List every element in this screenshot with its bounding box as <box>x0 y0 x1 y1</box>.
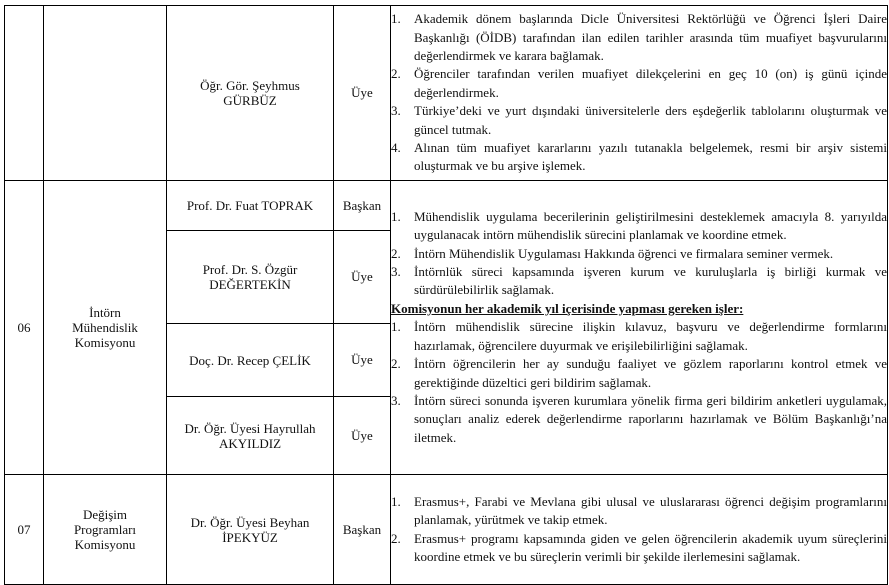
member-name: Doç. Dr. Recep ÇELİK <box>189 352 311 368</box>
list-item: 1. Erasmus+, Farabi ve Mevlana gibi ulusal ve uluslararası öğrenci değişim programlarını planlamak, yürütmek ve takip etmek. <box>391 493 887 528</box>
row-number-cell <box>5 6 44 181</box>
duty-text: Alınan tüm muafiyet kararlarını yazılı tutanakla belgelemek, resmi bir arşiv sistemi oluşturmak ve bu arşive işlemek. <box>414 140 887 174</box>
committee-name: Komisyonu <box>74 537 136 552</box>
member-name: DEĞERTEKİN <box>209 277 291 292</box>
member-role: Başkan <box>342 521 382 537</box>
duty-text: Öğrenciler tarafından verilen muafiyet dilekçelerini en geç 10 (on) iş günü içinde değerlendirmek. <box>414 66 887 100</box>
duty-list <box>391 10 887 176</box>
member-role-cell <box>334 475 391 585</box>
table-row <box>5 475 888 585</box>
list-item: 1. Mühendislik uygulama becerilerinin geliştirilmesini desteklemek amacıyla 8. yarıyılda uygulanacak intörn mühendislik sürecini planlamak ve koordine etmek. <box>391 208 887 243</box>
list-item: 3. Türkiye’deki ve yurt dışındaki üniversitelerle ders eşdeğerlik tablolarını oluşturmak ve güncel tutmak. <box>391 103 887 137</box>
duties-cell <box>391 181 888 475</box>
member-name-cell <box>167 397 334 475</box>
duty-text: İntörnlük süreci kapsamında işveren kurum ve kuruluşlarla iş birliği kurmak ve sürdürülebilirlik sağlamak. <box>414 264 887 298</box>
duty-text: Türkiye’deki ve yurt dışındaki üniversitelerle ders eşdeğerlik tablolarını oluşturmak ve güncel tutmak. <box>414 103 887 137</box>
member-name: AKYILDIZ <box>218 435 282 451</box>
member-name-cell <box>167 475 334 585</box>
list-item: 2. İntörn Mühendislik Uygulaması Hakkında öğrenci ve firmalara seminer vermek. <box>391 245 834 261</box>
member-name: Dr. Öğr. Üyesi Hayrullah <box>184 420 316 436</box>
member-role-cell <box>334 181 391 231</box>
committee-name: İntörn <box>89 305 121 320</box>
member-name: Öğr. Gör. Şeyhmus <box>200 78 300 93</box>
member-role-cell <box>334 231 391 324</box>
member-name: İPEKYÜZ <box>222 529 278 545</box>
duty-text: Akademik dönem başlarında Dicle Üniversitesi Rektörlüğü ve Öğrenci İşleri Daire Başkanlığı (ÖİDB) tarafından ilan edilen tarihler arasında tüm muafiyet başvurularını değerlendirmek ve karara bağlamak. <box>414 11 887 63</box>
list-item: 2. İntörn öğrencilerin her ay sunduğu faaliyet ve gözlem raporlarını kontrol etmek ve gerektiğinde düzeltici geri bildirim sağlamak. <box>391 356 887 390</box>
table-row <box>5 181 888 231</box>
list-item: 3. İntörnlük süreci kapsamında işveren kurum ve kuruluşlarla iş birliği kurmak ve sürdürülebilirlik sağlamak. <box>391 264 887 298</box>
committee-name: Mühendislik <box>72 320 138 335</box>
member-role-cell <box>334 324 391 397</box>
list-item: 3. İntörn süreci sonunda işveren kurumlara yönelik firma geri bildirim anketleri uygulamak, sonuçları analiz ederek değerlendirme raporlarını hazırlamak ve Bölüm Başkanlığı’na iletmek. <box>391 392 887 445</box>
member-name-cell <box>167 181 334 231</box>
member-role: Üye <box>351 352 373 367</box>
row-number-cell <box>5 475 44 585</box>
sub-heading: Komisyonun her akademik yıl içerisinde yapması gereken işler: <box>391 300 744 316</box>
row-number: 06 <box>17 319 31 335</box>
duty-list <box>391 493 887 567</box>
duty-text: Erasmus+, Farabi ve Mevlana gibi ulusal ve uluslararası öğrenci değişim programlarını planlamak, yürütmek ve takip etmek. <box>414 493 887 528</box>
duty-text: İntörn öğrencilerin her ay sunduğu faaliyet ve gözlem raporlarını kontrol etmek ve gerektiğinde düzeltici geri bildirim sağlamak. <box>414 356 887 390</box>
duties-cell <box>391 475 888 585</box>
committee-cell <box>44 6 167 181</box>
member-name: GÜRBÜZ <box>223 93 277 108</box>
list-item: 1. Akademik dönem başlarında Dicle Üniversitesi Rektörlüğü ve Öğrenci İşleri Daire Başkanlığı (ÖİDB) tarafından ilan edilen tarihler arasında tüm muafiyet başvurularını değerlendirmek ve karara bağlamak. <box>391 11 887 63</box>
member-role: Üye <box>351 85 373 100</box>
duty-list <box>391 208 887 300</box>
committee-name: Değişim <box>82 507 128 522</box>
duty-text: İntörn Mühendislik Uygulaması Hakkında öğrenci ve firmalara seminer vermek. <box>414 245 834 261</box>
list-item: 4. Alınan tüm muafiyet kararlarını yazılı tutanakla belgelemek, resmi bir arşiv sistemi oluşturmak ve bu arşive işlemek. <box>391 140 887 174</box>
table-row <box>5 6 888 181</box>
member-name-cell <box>167 231 334 324</box>
member-name: Prof. Dr. S. Özgür <box>202 262 298 277</box>
list-item: 1. İntörn mühendislik sürecine ilişkin kılavuz, başvuru ve değerlendirme formlarını hazırlamak, öğrencilere duyurmak ve erişilebilirliğini sağlamak. <box>391 319 887 353</box>
duty-text: İntörn mühendislik sürecine ilişkin kılavuz, başvuru ve değerlendirme formlarını hazırlamak, öğrencilere duyurmak ve erişilebilirliğini sağlamak. <box>414 319 887 353</box>
list-item: 2. Öğrenciler tarafından verilen muafiyet dilekçelerini en geç 10 (on) iş günü içinde değerlendirmek. <box>391 66 887 100</box>
committee-cell <box>44 181 167 475</box>
duties-cell <box>391 6 888 181</box>
row-number: 07 <box>17 521 31 537</box>
committee-cell <box>44 475 167 585</box>
row-number-cell <box>5 181 44 475</box>
member-name: Dr. Öğr. Üyesi Beyhan <box>190 514 310 530</box>
member-role-cell <box>334 397 391 475</box>
committee-name: Komisyonu <box>74 335 136 350</box>
member-name-cell <box>167 324 334 397</box>
duty-text: Mühendislik uygulama becerilerinin geliştirilmesini desteklemek amacıyla 8. yarıyılda uygulanacak intörn mühendislik sürecini planlamak ve koordine etmek. <box>414 208 887 243</box>
duty-text: Erasmus+ programı kapsamında giden ve gelen öğrencilerin akademik uyum süreçlerini koordine etmek ve bu süreçlerin verimli bir şekilde ilerlemesini sağlamak. <box>414 530 887 564</box>
member-role: Üye <box>351 269 373 284</box>
member-role: Başkan <box>342 197 382 213</box>
duty-text: İntörn süreci sonunda işveren kurumlara yönelik firma geri bildirim anketleri uygulamak, sonuçları analiz ederek değerlendirme raporlarını hazırlamak ve Bölüm Başkanlığı’na iletmek. <box>414 392 887 445</box>
duty-list <box>391 318 887 447</box>
member-name-cell <box>167 6 334 181</box>
member-role-cell <box>334 6 391 181</box>
committee-name: Programları <box>73 522 137 537</box>
list-item: 2. Erasmus+ programı kapsamında giden ve gelen öğrencilerin akademik uyum süreçlerini koordine etmek ve bu süreçlerin verimli bir şekilde ilerlemesini sağlamak. <box>391 530 887 564</box>
member-name: Prof. Dr. Fuat TOPRAK <box>186 198 314 213</box>
member-role: Üye <box>351 427 373 443</box>
commission-table <box>4 5 888 585</box>
